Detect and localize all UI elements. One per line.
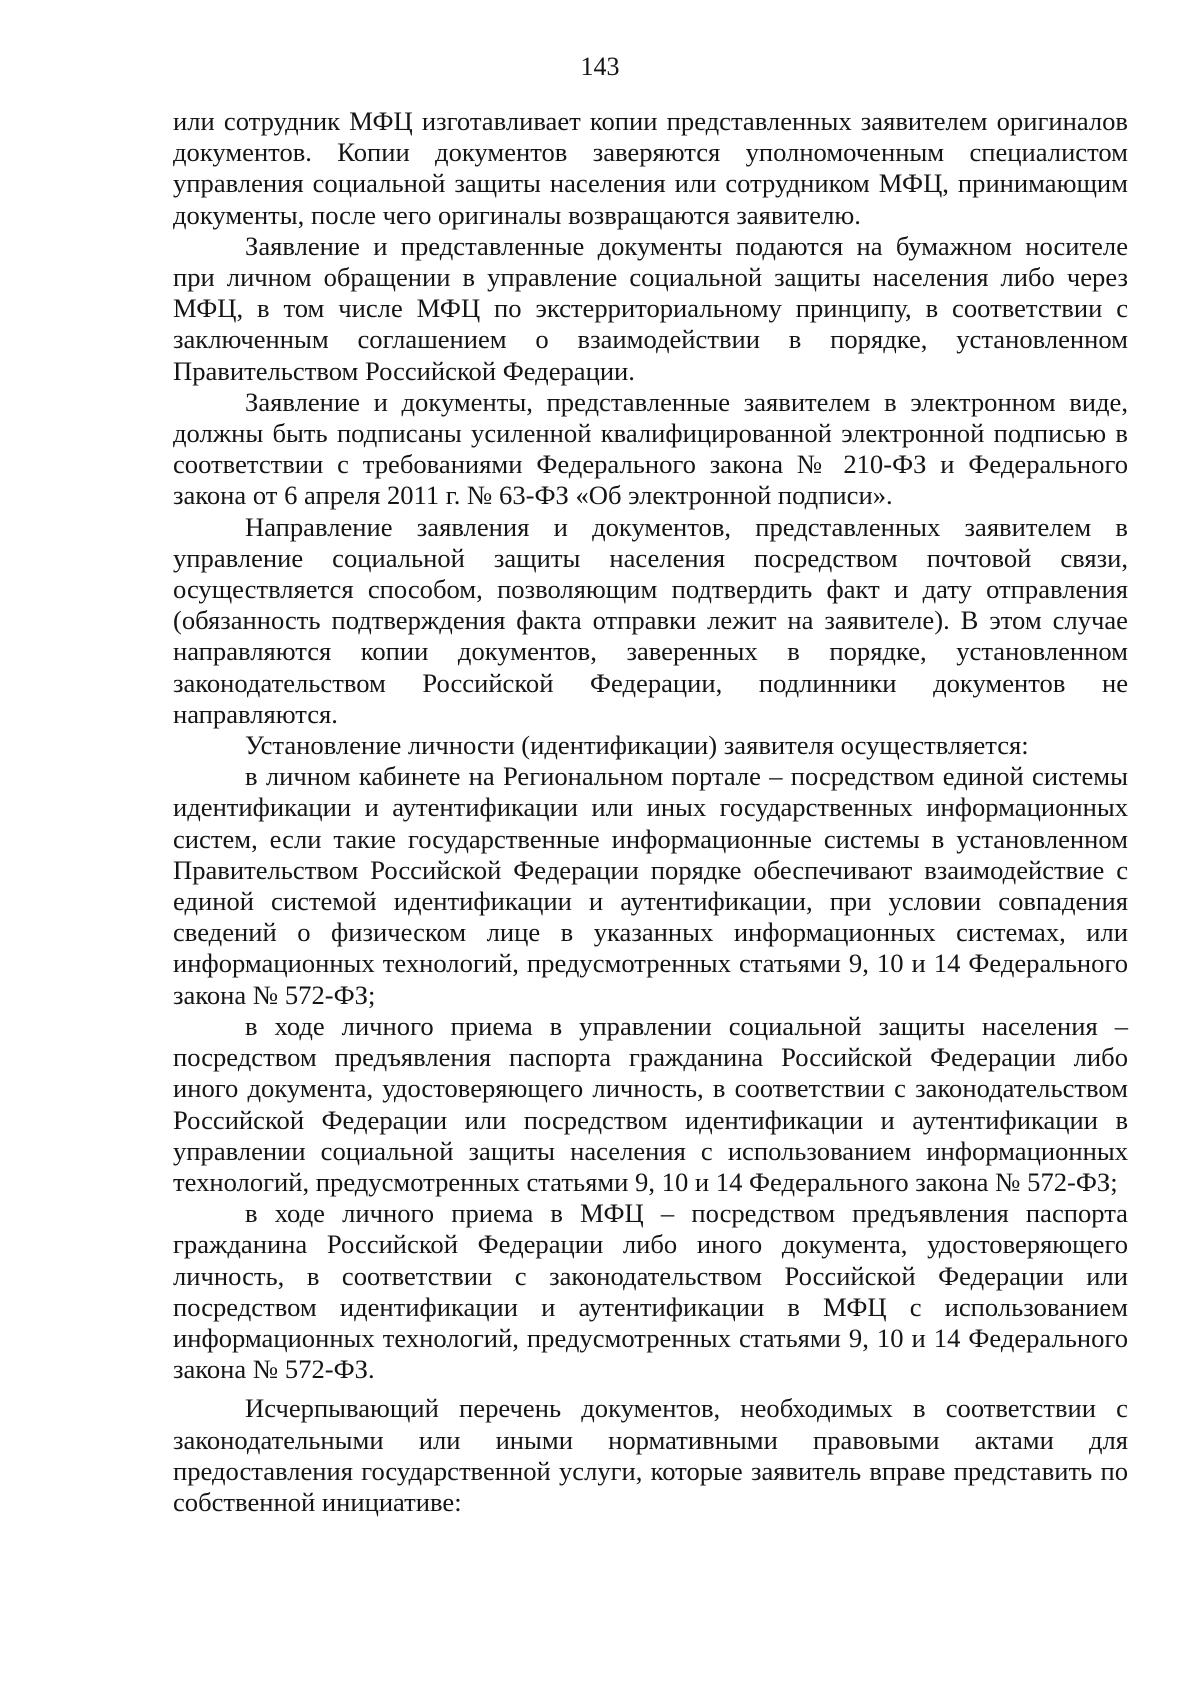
paragraph-postal-submission: Направление заявления и документов, представленных заявителем в управление социальной защиты населения посредством почтовой связи, осуществляется способом, позволяющим подтвердить факт и дату отправления (обязанность подтверждения факта отправки лежит на заявителе). В этом случае направляются копии документов, заверенных в порядке, установленном законодательством Российской Федерации, подлинники документов не направляются. (173, 511, 1128, 729)
paragraph-electronic-signature: Заявление и документы, представленные заявителем в электронном виде, должны быть подписаны усиленной квалифицированной электронной подписью в соответствии с требованиями Федерального закона № 210-ФЗ и Федерального закона от 6 апреля 2011 г. № 63-ФЗ «Об электронной подписи». (173, 386, 1128, 511)
paragraph-paper-submission: Заявление и представленные документы подаются на бумажном носителе при личном обращении в управление социальной защиты населения либо через МФЦ, в том числе МФЦ по экстерриториальному принципу, в соответствии с заключенным соглашением о взаимодействии в порядке, установленном Правительством Российской Федерации. (173, 230, 1128, 386)
page-number: 143 (580, 52, 620, 81)
paragraph-documents-list-intro: Исчерпывающий перечень документов, необходимых в соответствии с законодательными или иными нормативными правовыми актами для предоставления государственной услуги, которые заявитель вправе представить по собственной инициативе: (173, 1393, 1128, 1517)
paragraph-identification-portal: в личном кабинете на Региональном портале – посредством единой системы идентификации и аутентификации или иных государственных информационных систем, если такие государственные информационные системы в установленном Правительством Российской Федерации порядке обеспечивают взаимодействие с единой системой идентификации и аутентификации, при условии совпадения сведений о физическом лице в указанных информационных системах, или информационных технологий, предусмотренных статьями 9, 10 и 14 Федерального закона № 572-ФЗ; (173, 761, 1128, 1010)
document-body (173, 106, 1128, 1518)
paragraph-identification-intro: Установление личности (идентификации) заявителя осуществляется: (245, 730, 1029, 761)
paragraph-identification-social-office: в ходе личного приема в управлении социальной защиты населения – посредством предъявления паспорта гражданина Российской Федерации либо иного документа, удостоверяющего личность, в соответствии с законодательством Российской Федерации или посредством идентификации и аутентификации в управлении социальной защиты населения с использованием информационных технологий, предусмотренных статьями 9, 10 и 14 Федерального закона № 572-ФЗ; (173, 1010, 1128, 1197)
paragraph-copies-certification: или сотрудник МФЦ изготавливает копии представленных заявителем оригиналов документов. Копии документов заверяются уполномоченным специалистом управления социальной защиты населения или сотрудником МФЦ, принимающим документы, после чего оригиналы возвращаются заявителю. (173, 106, 1128, 230)
paragraph-identification-mfc: в ходе личного приема в МФЦ – посредством предъявления паспорта гражданина Российской Федерации либо иного документа, удостоверяющего личность, в соответствии с законодательством Российской Федерации или посредством идентификации и аутентификации в МФЦ с использованием информационных технологий, предусмотренных статьями 9, 10 и 14 Федерального закона № 572-ФЗ. (173, 1198, 1128, 1385)
